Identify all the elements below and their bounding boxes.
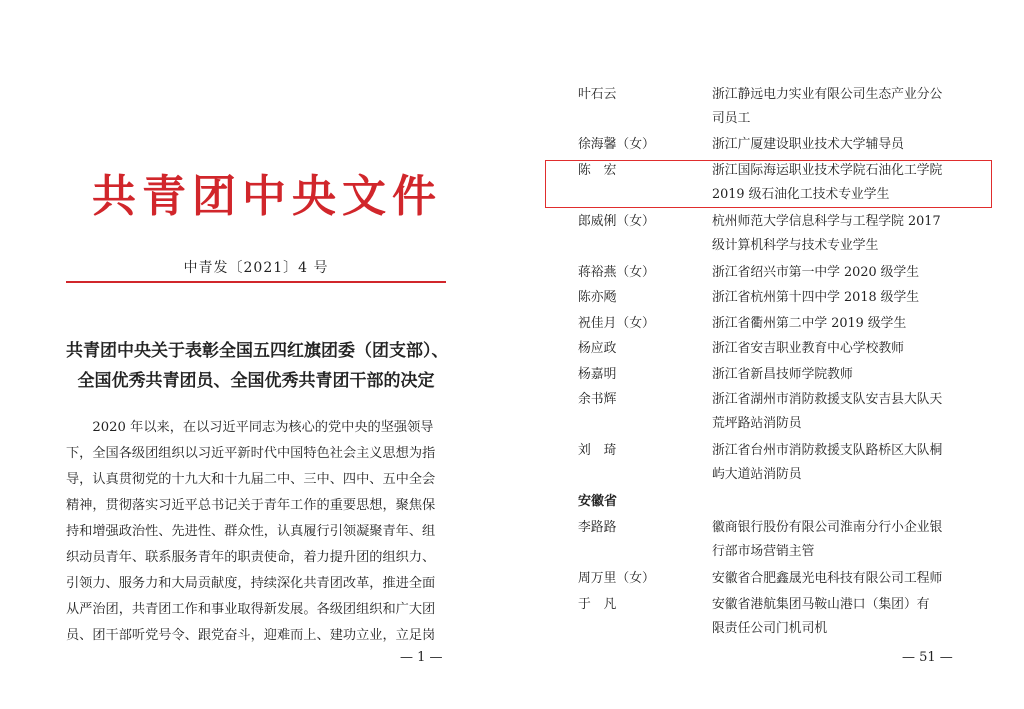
desc-line: 司员工 — [712, 111, 751, 126]
entry-name: 李路路 — [578, 520, 617, 535]
entry-desc — [712, 593, 967, 641]
desc-line: 浙江省衢州第二中学 2019 级学生 — [712, 316, 907, 331]
desc-line: 浙江省台州市消防救援支队路桥区大队桐 — [712, 443, 943, 458]
entry-desc — [712, 567, 967, 591]
body-line: 导，认真贯彻党的十九大和十九届二中、三中、四中、五中全会 — [66, 472, 436, 487]
decision-heading — [66, 336, 449, 396]
heading-line: 全国优秀共青团员、全国优秀共青团干部的决定 — [77, 371, 435, 391]
entry-desc — [712, 210, 967, 258]
entry-name: 余书辉 — [578, 392, 617, 407]
desc-line: 安徽省合肥鑫晟光电科技有限公司工程师 — [712, 571, 943, 586]
province-heading: 安徽省 — [578, 494, 618, 509]
entry-desc — [712, 312, 967, 336]
body-line: 持和增强政治性、先进性、群众性，认真履行引领凝聚青年、组 — [66, 524, 436, 539]
entry-desc — [712, 439, 967, 487]
desc-line: 安徽省港航集团马鞍山港口（集团）有 — [712, 597, 930, 612]
body-line: 精神，贯彻落实习近平总书记关于青年工作的重要思想，聚焦保 — [66, 498, 436, 513]
entry-name: 叶石云 — [578, 87, 617, 102]
document-number: 中青发〔2021〕4 号 — [183, 260, 329, 276]
desc-line: 2019 级石油化工技术专业学生 — [712, 187, 890, 202]
body-line: 下，全国各级团组织以习近平新时代中国特色社会主义思想为指 — [66, 446, 436, 461]
entry-desc — [712, 363, 967, 387]
desc-line: 杭州师范大学信息科学与工程学院 2017 — [712, 214, 941, 229]
desc-line: 屿大道站消防员 — [712, 467, 802, 482]
body-line: 员、团干部听党号令、跟党奋斗，迎难而上、建功立业，立足岗 — [66, 628, 436, 643]
desc-line: 浙江省绍兴市第一中学 2020 级学生 — [712, 265, 920, 280]
entry-name: 陈亦飏 — [578, 290, 617, 305]
body-line: 从严治团，共青团工作和事业取得新发展。各级团组织和广大团 — [66, 602, 436, 617]
entry-name: 陈 宏 — [578, 163, 617, 178]
heading-line: 共青团中央关于表彰全国五四红旗团委（团支部）、 — [66, 341, 449, 361]
desc-line: 浙江省安吉职业教育中心学校教师 — [712, 341, 904, 356]
desc-line: 限责任公司门机司机 — [712, 621, 828, 636]
entry-name: 周万里（女） — [578, 571, 655, 586]
page-number: — 51 — — [902, 650, 953, 665]
entry-name: 蒋裕燕（女） — [578, 265, 655, 280]
entry-desc — [712, 159, 967, 207]
entry-desc — [712, 388, 967, 436]
desc-line: 浙江省湖州市消防救援支队安吉县大队天 — [712, 392, 943, 407]
desc-line: 浙江国际海运职业技术学院石油化工学院 — [712, 163, 943, 178]
entry-name: 徐海馨（女） — [578, 137, 655, 152]
desc-line: 徽商银行股份有限公司淮南分行小企业银 — [712, 520, 943, 535]
entry-name: 杨应政 — [578, 341, 617, 356]
body-line: 织动员青年、联系服务青年的职责使命，着力提升团的组织力、 — [66, 550, 436, 565]
desc-line: 级计算机科学与技术专业学生 — [712, 238, 879, 253]
entry-name: 郎威俐（女） — [578, 214, 655, 229]
entry-desc — [712, 133, 967, 157]
desc-line: 浙江省新昌技师学院教师 — [712, 367, 853, 382]
entry-name: 祝佳月（女） — [578, 316, 655, 331]
red-divider — [66, 281, 446, 283]
document-title: 共青团中央文件 — [92, 171, 442, 222]
desc-line: 浙江省杭州第十四中学 2018 级学生 — [712, 290, 920, 305]
body-line: 2020 年以来，在以习近平同志为核心的党中央的坚强领导 — [66, 420, 434, 435]
desc-line: 行部市场营销主管 — [712, 544, 815, 559]
body-line: 引领力、服务力和大局贡献度，持续深化共青团改革，推进全面 — [66, 576, 436, 591]
entry-name: 于 凡 — [578, 597, 617, 612]
desc-line: 浙江广厦建设职业技术大学辅导员 — [712, 137, 904, 152]
entry-name: 杨嘉明 — [578, 367, 617, 382]
entry-name: 刘 琦 — [578, 443, 617, 458]
entry-desc — [712, 337, 967, 361]
entry-desc — [712, 286, 967, 310]
entry-desc — [712, 516, 967, 564]
page-number: — 1 — — [400, 650, 443, 665]
right-page — [512, 0, 1024, 709]
entry-desc — [712, 83, 967, 131]
desc-line: 浙江静远电力实业有限公司生态产业分公 — [712, 87, 943, 102]
desc-line: 荒坪路站消防员 — [712, 416, 802, 431]
body-text — [66, 415, 446, 649]
entry-desc — [712, 261, 967, 285]
